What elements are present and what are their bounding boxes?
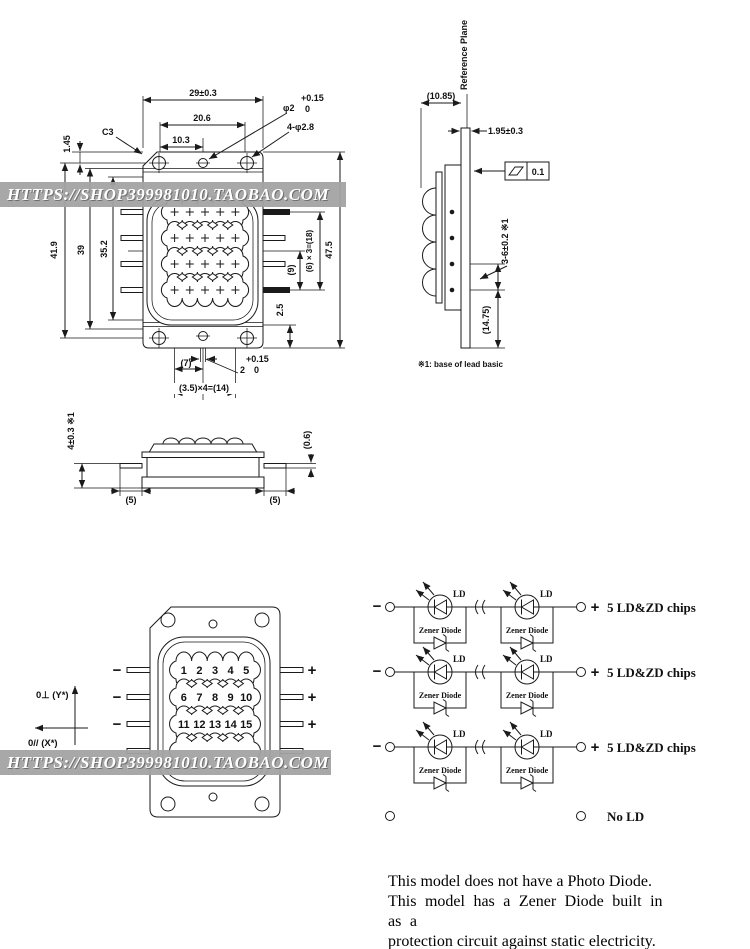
dim-total-height: 47.5 bbox=[324, 241, 334, 259]
zener-label: Zener Diode bbox=[418, 626, 462, 635]
reference-plane-plate bbox=[461, 128, 470, 348]
note-line-3: protection circuit against static electricity. bbox=[388, 933, 656, 949]
pin-12: 12 bbox=[193, 719, 206, 731]
lead-plus-1: + bbox=[307, 662, 317, 679]
pin-13: 13 bbox=[208, 719, 222, 731]
corner-holes-label: 4-φ2.8 bbox=[287, 122, 314, 132]
dim-hole-pitch-v: 41.9 bbox=[49, 241, 59, 259]
pin-view bbox=[28, 607, 317, 817]
dim-depth: (10.85) bbox=[426, 91, 456, 101]
circuit-plus: + bbox=[590, 599, 600, 616]
dim-lead-thickness: (0.6) bbox=[302, 430, 312, 450]
pin-4: 4 bbox=[227, 665, 234, 677]
lead-minus-3: − bbox=[112, 716, 122, 733]
ld-label: LD bbox=[453, 654, 466, 664]
ld-label: LD bbox=[453, 729, 466, 739]
center-hole-dia: φ2 bbox=[283, 103, 295, 113]
note-paragraph bbox=[388, 872, 682, 949]
pin-9: 9 bbox=[227, 692, 234, 704]
circuit-minus: − bbox=[372, 598, 382, 615]
circuit-row-3 bbox=[373, 722, 696, 792]
dim-cap-to-edge: 2.5 bbox=[275, 303, 285, 317]
dim-total-width: 29±0.3 bbox=[189, 88, 217, 98]
ld-label: LD bbox=[453, 589, 466, 599]
pin-3: 3 bbox=[211, 665, 219, 677]
dim-lead-right: (5) bbox=[269, 495, 281, 505]
dim-window-height: 35.2 bbox=[99, 240, 109, 258]
ld-label: LD bbox=[540, 589, 553, 599]
flatness-value: 0.1 bbox=[531, 167, 545, 177]
pin-8: 8 bbox=[211, 692, 219, 704]
lens-wave bbox=[163, 438, 243, 444]
dim-stem: 1.95±0.3 bbox=[488, 126, 523, 136]
pin-1: 1 bbox=[180, 665, 187, 677]
emitter-array bbox=[161, 196, 248, 307]
slot-width: 2 bbox=[240, 365, 246, 375]
axis-y-label: 0⊥ (Y*) bbox=[36, 690, 69, 701]
dim-lead-offset: (9) bbox=[286, 264, 296, 276]
note-line-1: This model does not have a Photo Diode. bbox=[388, 873, 652, 890]
no-ld-label: No LD bbox=[607, 809, 645, 824]
pin-11: 11 bbox=[177, 719, 190, 731]
lead-minus-1: − bbox=[112, 662, 122, 679]
dim-edge-to-hole: 1.45 bbox=[62, 135, 72, 153]
zener-label: Zener Diode bbox=[418, 691, 462, 700]
dim-lead-bottom: (14.75) bbox=[481, 305, 491, 335]
lead-plus-3: + bbox=[307, 716, 317, 733]
row-label: 5 LD&ZD chips bbox=[607, 600, 696, 615]
row-label: 5 LD&ZD chips bbox=[607, 740, 696, 755]
center-hole-tol-zero: 0 bbox=[305, 104, 311, 114]
circuit-row-1 bbox=[373, 582, 696, 652]
lead-basic-note: ※1: base of lead basic bbox=[418, 360, 503, 369]
circuit-row-nold bbox=[386, 809, 645, 824]
watermark-band-top bbox=[0, 182, 346, 207]
pin-2: 2 bbox=[196, 665, 203, 677]
circuit-row-2 bbox=[373, 647, 696, 717]
watermark-text: HTTPS://SHOP399981010.TAOBAO.COM bbox=[7, 184, 330, 204]
ld-label: LD bbox=[540, 654, 553, 664]
ld-label: LD bbox=[540, 729, 553, 739]
circuit-minus: − bbox=[372, 663, 382, 680]
side-view bbox=[418, 20, 549, 369]
note-line-2: This model has a Zener Diode built in as a bbox=[388, 893, 663, 930]
lead-plus-2: + bbox=[307, 689, 317, 706]
pin-15: 15 bbox=[240, 719, 253, 731]
dim-hole-half: 10.3 bbox=[172, 135, 190, 145]
dim-lead-span: (6) × 3=(18) bbox=[305, 229, 314, 273]
center-hole-tol-plus: +0.15 bbox=[301, 93, 324, 103]
row-label: 5 LD&ZD chips bbox=[607, 665, 696, 680]
circuit-minus: − bbox=[372, 738, 382, 755]
pin-10: 10 bbox=[240, 692, 253, 704]
dim-height: 4±0.3 ※1 bbox=[66, 412, 76, 450]
slot-tol-plus: +0.15 bbox=[246, 354, 269, 364]
zener-label: Zener Diode bbox=[505, 626, 549, 635]
circuit-diagram bbox=[373, 582, 696, 824]
zener-label: Zener Diode bbox=[418, 766, 462, 775]
front-view bbox=[49, 88, 345, 400]
bottom-view bbox=[66, 412, 316, 505]
pin-5: 5 bbox=[243, 665, 250, 677]
pin-14: 14 bbox=[224, 719, 237, 731]
slot-tol-zero: 0 bbox=[254, 365, 260, 375]
zener-label: Zener Diode bbox=[505, 691, 549, 700]
watermark-text: HTTPS://SHOP399981010.TAOBAO.COM bbox=[7, 752, 330, 772]
axis-x-label: 0// (X*) bbox=[28, 738, 58, 749]
chamfer-label: C3 bbox=[102, 127, 114, 137]
dim-cap-height: 39 bbox=[76, 244, 86, 256]
pin-6: 6 bbox=[180, 692, 187, 704]
circuit-plus: + bbox=[590, 664, 600, 681]
dim-lead-left: (5) bbox=[125, 495, 137, 505]
zener-label: Zener Diode bbox=[505, 766, 549, 775]
watermark-band-bottom bbox=[0, 750, 331, 775]
circuit-plus: + bbox=[590, 739, 600, 756]
reference-plane-label: Reference Plane bbox=[459, 19, 469, 90]
lead-minus-2: − bbox=[112, 689, 122, 706]
lens-profile bbox=[423, 188, 437, 296]
pin-7: 7 bbox=[196, 692, 203, 704]
dim-emitter-half-span: (7) bbox=[180, 358, 192, 368]
dim-hole-pitch-h: 20.6 bbox=[193, 113, 211, 123]
dim-lead-pitch: 3-6±0.2 ※1 bbox=[500, 218, 510, 264]
dim-emitter-pitch: (3.5)×4=(14) bbox=[178, 383, 230, 393]
